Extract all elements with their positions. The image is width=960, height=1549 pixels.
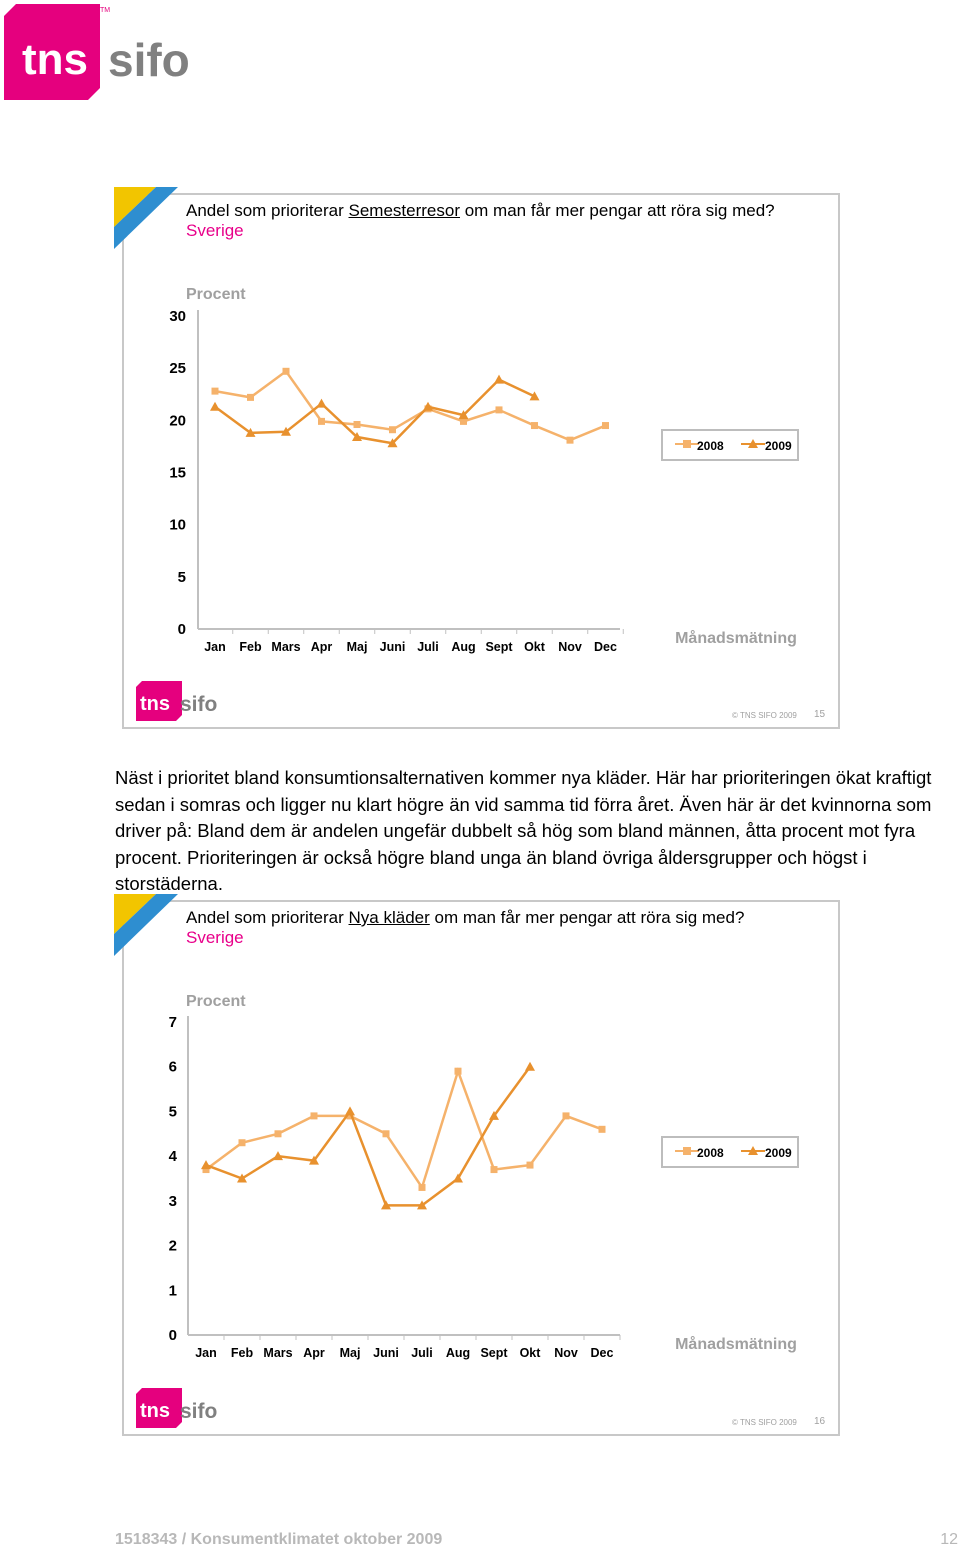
data-point-2008 xyxy=(563,1112,570,1119)
question-title: Andel som prioriterar Semesterresor om man får mer pengar att röra sig med? xyxy=(186,201,775,220)
x-tick-label: Maj xyxy=(346,640,368,654)
x-tick-label: Dec xyxy=(594,640,617,654)
y-tick-label: 30 xyxy=(169,308,186,325)
x-tick-label: Feb xyxy=(230,1346,254,1360)
y-tick-label: 0 xyxy=(168,1327,177,1344)
data-point-2009 xyxy=(317,399,327,408)
y-tick-label: 25 xyxy=(169,360,186,378)
data-point-2008 xyxy=(567,437,574,444)
y-tick-label: 3 xyxy=(168,1192,177,1210)
data-point-2008 xyxy=(455,1068,462,1075)
copyright: © TNS SIFO 2009 xyxy=(732,1418,797,1427)
x-tick-label: Mars xyxy=(271,640,301,654)
question-title: Andel som prioriterar Nya kläder om man får mer pengar att röra sig med? xyxy=(186,908,745,927)
slide-logo xyxy=(136,677,222,723)
svg-text:tns: tns xyxy=(140,1400,170,1422)
svg-text:tns: tns xyxy=(140,693,170,715)
x-tick-label: Maj xyxy=(339,1346,361,1360)
data-point-2008 xyxy=(599,1126,606,1133)
data-point-2008 xyxy=(275,1130,282,1137)
x-tick-label: Juli xyxy=(417,640,439,654)
series-line-2009 xyxy=(206,1067,530,1206)
x-tick-label: Apr xyxy=(303,1346,325,1360)
x-tick-label: Juli xyxy=(411,1346,433,1360)
slide-nya-klader xyxy=(122,900,840,1436)
x-tick-label: Okt xyxy=(519,1346,541,1360)
question-term: Semesterresor xyxy=(348,201,460,220)
body-paragraph: Näst i prioritet bland konsumtionsalternativen kommer nya kläder. Här har prioriteringen ökat kraftigt sedan i somras och ligger nu klart högre än vid samma tid förra året. Även här är det kvinnorna som driver på: Bland dem är andelen ungefär dubbelt så hög som bland männen, åtta procent mot fyra procent. Prioriteringen är också högre bland unga än bland övriga åldersgrupper och högst i storstäderna. xyxy=(115,767,932,895)
y-tick-label: 2 xyxy=(168,1237,177,1255)
x-axis-title: Månadsmätning xyxy=(675,630,797,647)
svg-text:TM: TM xyxy=(100,7,111,14)
footer-page-number: 12 xyxy=(940,1531,958,1548)
data-point-2008 xyxy=(496,406,503,413)
y-tick-label: 0 xyxy=(177,621,186,638)
line-chart-nya-klader xyxy=(124,902,840,1436)
y-tick-label: 15 xyxy=(169,464,186,482)
data-point-2008 xyxy=(531,422,538,429)
question-subtitle: Sverige xyxy=(186,221,244,240)
data-point-2008 xyxy=(212,388,219,395)
copyright: © TNS SIFO 2009 xyxy=(732,711,797,720)
x-tick-label: Jan xyxy=(204,640,226,654)
data-point-2008 xyxy=(527,1162,534,1169)
x-tick-label: Sept xyxy=(480,1346,508,1360)
y-tick-label: 5 xyxy=(177,568,186,586)
series-line-2008 xyxy=(206,1071,602,1187)
y-tick-label: 6 xyxy=(168,1058,177,1076)
data-point-2008 xyxy=(491,1166,498,1173)
data-point-2008 xyxy=(419,1184,426,1191)
svg-text:sifo: sifo xyxy=(180,693,218,716)
slide-semesterresor xyxy=(122,193,840,729)
data-point-2009 xyxy=(210,402,220,411)
x-tick-label: Okt xyxy=(524,640,545,654)
y-tick-label: 5 xyxy=(168,1103,177,1121)
x-tick-label: Sept xyxy=(485,640,513,654)
data-point-2008 xyxy=(311,1112,318,1119)
y-axis-title: Procent xyxy=(186,993,246,1010)
tns-sifo-logo xyxy=(4,4,194,100)
x-tick-label: Juni xyxy=(373,1346,399,1360)
question-term: Nya kläder xyxy=(348,908,430,927)
y-tick-label: 20 xyxy=(169,412,186,430)
x-tick-label: Nov xyxy=(558,640,582,654)
legend-item-2009: 2009 xyxy=(765,439,792,453)
data-point-2009 xyxy=(494,375,504,384)
x-tick-label: Apr xyxy=(310,640,333,654)
data-point-2008 xyxy=(283,368,290,375)
x-tick-label: Aug xyxy=(445,1346,471,1360)
line-chart-semesterresor xyxy=(124,195,840,729)
legend xyxy=(661,1136,799,1168)
y-tick-label: 1 xyxy=(168,1282,177,1300)
x-tick-label: Nov xyxy=(554,1346,578,1360)
footer-text: 1518343 / Konsumentklimatet oktober 2009 xyxy=(115,1531,443,1548)
legend-item-2008: 2008 xyxy=(697,439,724,453)
y-tick-label: 10 xyxy=(169,516,186,534)
x-tick-label: Juni xyxy=(379,640,406,654)
slide-page-number: 15 xyxy=(814,709,826,720)
x-tick-label: Dec xyxy=(590,1346,614,1360)
svg-text:sifo: sifo xyxy=(108,34,190,86)
x-tick-label: Mars xyxy=(263,1346,293,1360)
data-point-2008 xyxy=(354,421,361,428)
data-point-2008 xyxy=(318,418,325,425)
y-axis-title: Procent xyxy=(186,286,246,303)
x-axis-title: Månadsmätning xyxy=(675,1336,797,1353)
data-point-2008 xyxy=(389,426,396,433)
legend-item-2009: 2009 xyxy=(765,1146,792,1160)
legend xyxy=(661,429,799,461)
x-tick-label: Aug xyxy=(451,640,476,654)
svg-text:tns: tns xyxy=(22,35,88,84)
y-tick-label: 7 xyxy=(168,1014,177,1031)
x-tick-label: Jan xyxy=(195,1346,217,1360)
x-tick-label: Feb xyxy=(239,640,262,654)
svg-text:sifo: sifo xyxy=(180,1400,218,1423)
series-line-2008 xyxy=(215,371,606,440)
data-point-2008 xyxy=(239,1139,246,1146)
slide-logo xyxy=(136,1384,222,1430)
y-tick-label: 4 xyxy=(168,1148,177,1166)
data-point-2008 xyxy=(602,422,609,429)
data-point-2009 xyxy=(525,1062,535,1071)
data-point-2008 xyxy=(383,1130,390,1137)
question-subtitle: Sverige xyxy=(186,928,244,947)
data-point-2009 xyxy=(201,1160,211,1169)
data-point-2008 xyxy=(247,394,254,401)
data-point-2009 xyxy=(345,1106,355,1115)
legend-item-2008: 2008 xyxy=(697,1146,724,1160)
slide-page-number: 16 xyxy=(814,1416,826,1427)
